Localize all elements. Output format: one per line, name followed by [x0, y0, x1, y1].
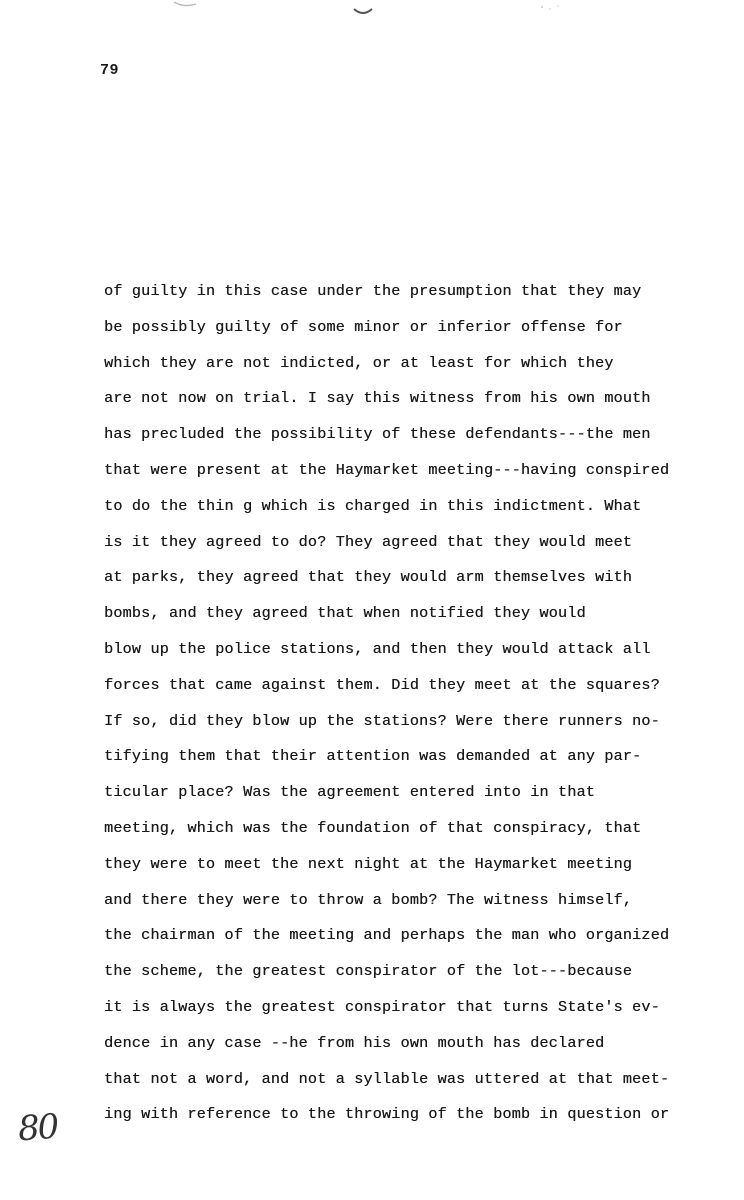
handwritten-page-number: 80: [16, 1106, 59, 1150]
text-line: bombs, and they agreed that when notified they would: [104, 604, 586, 623]
text-line: blow up the police stations, and then they would attack all: [104, 639, 651, 658]
text-line: at parks, they agreed that they would arm themselves with: [104, 568, 633, 587]
text-line: is it they agreed to do? They agreed that they would meet: [104, 532, 633, 551]
text-line: of guilty in this case under the presumption that they may: [104, 282, 642, 300]
scan-smudge-mark: [170, 0, 210, 14]
text-line: the scheme, the greatest conspirator of the lot---because: [104, 962, 633, 981]
text-line: tifying them that their attention was demanded at any par-: [104, 747, 642, 766]
text-line: If so, did they blow up the stations? Were there runners no-: [104, 711, 660, 730]
text-line: are not now on trial. I say this witness from his own mouth: [104, 389, 651, 408]
text-line: meeting, which was the foundation of that conspiracy, that: [104, 818, 642, 837]
scan-top-mark: [352, 4, 374, 18]
text-line: has precluded the possibility of these defendants---the men: [104, 425, 651, 444]
text-line: that were present at the Haymarket meeting---having conspired: [104, 460, 670, 479]
text-line: forces that came against them. Did they meet at the squares?: [104, 675, 660, 694]
text-line: to do the thin g which is charged in this indictment. What: [104, 496, 642, 515]
text-line: and there they were to throw a bomb? The witness himself,: [104, 890, 633, 909]
text-line: ticular place? Was the agreement entered into in that: [104, 783, 595, 802]
text-line: it is always the greatest conspirator that turns State's ev-: [104, 997, 660, 1016]
text-line: which they are not indicted, or at least for which they: [104, 353, 614, 372]
page-number: 79: [100, 62, 120, 79]
text-line: be possibly guilty of some minor or inferior offense for: [104, 317, 623, 336]
text-line: dence in any case --he from his own mouth has declared: [104, 1033, 605, 1052]
typewritten-body: [104, 277, 704, 1136]
text-line: that not a word, and not a syllable was uttered at that meet-: [104, 1069, 670, 1088]
text-line: the chairman of the meeting and perhaps the man who organized: [104, 926, 670, 945]
text-line: ing with reference to the throwing of the bomb in question or: [104, 1105, 670, 1124]
text-line: they were to meet the next night at the Haymarket meeting: [104, 854, 633, 873]
scan-speckle-mark: [536, 0, 576, 14]
